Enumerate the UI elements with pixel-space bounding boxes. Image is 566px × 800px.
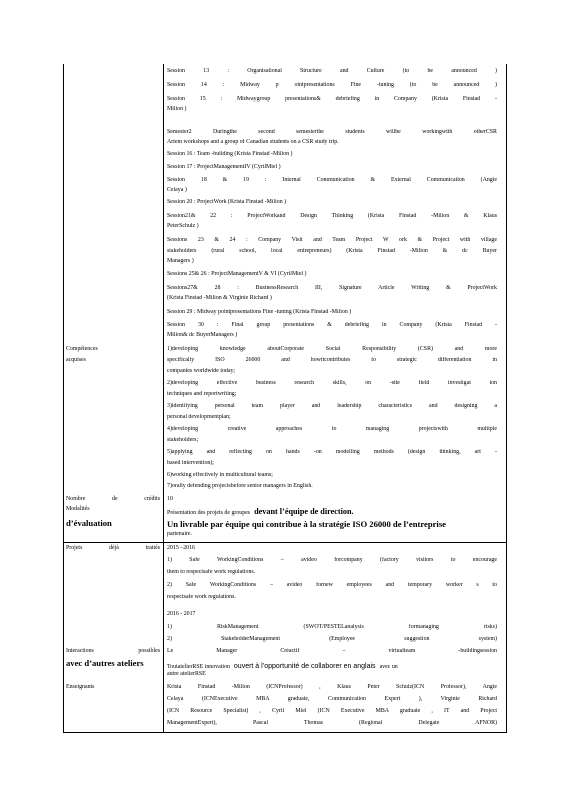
session-line: stakeholders (rural school, local entrepreneurs) (Krista Finstad -Milion & dc Buyer — [167, 248, 497, 254]
session-line: Sessions 25& 26 : ProjectManagementV & VI (CyrilMiel ) — [167, 271, 307, 277]
session-line: Milion ) — [167, 106, 187, 112]
session-line: Session 16 : Team -building (Krista Finstad -Milion ) — [167, 151, 293, 157]
session-line: Semester2 Duringthe second semesterthe students willbe workingwith otherCSR — [167, 129, 497, 135]
competences-label: Compétences — [66, 346, 98, 352]
enseignants-label: Enseignants — [66, 684, 95, 690]
session-line: Session 17 : ProjectManagementIV (CyrilMiel ) — [167, 164, 281, 170]
row-divider — [63, 542, 506, 543]
session-line: Session 20 : ProjectWork (Krista Finstad -Milion ) — [167, 199, 287, 205]
competence-line: techniques and reportwriting; — [167, 391, 237, 397]
competence-line: 4)developing creative approaches to managing projectswith multiple — [167, 426, 497, 432]
session-line: (Krista Finstad -Milion & Virginie Richard ) — [167, 295, 272, 301]
competence-line: personal developmentplan; — [167, 414, 231, 420]
interaction-text: ToutatelierRSE innovation — [167, 664, 230, 670]
credits-value: 10 — [167, 496, 173, 502]
projet-line: 2015 –2016 — [167, 545, 195, 551]
credits-label: Nombre de crédits — [66, 496, 160, 502]
column-divider — [163, 64, 164, 732]
competence-line: 3)identifying personal team player and leadership characteristics and designing a — [167, 403, 497, 409]
session-line: PeterSchulz ) — [167, 223, 199, 229]
competence-line: 5)applying and reflecting on hands -on modelling methods (design thinking, art - — [167, 449, 497, 455]
session-line: Session 18 & 19 : Internal Communication & External Communication (Angie — [167, 177, 497, 183]
evaluation-label: d’évaluation — [66, 518, 112, 528]
evaluation-text: Un livrable par équipe qui contribue à la stratégie ISO 26000 de l’entreprise — [167, 519, 446, 529]
session-line: Session 15 : Midwaygroup presentations& debriefing in Company (Krista Finstad - — [167, 96, 497, 102]
enseignant-line: (ICN Resource Specialist) , Cyril Miel (ICN Executive MBA graduate , IT and Project — [167, 708, 497, 714]
competence-line: 6)working effectively in multicultural teams; — [167, 472, 273, 478]
projet-line: them to respectsafe work regulations. — [167, 569, 256, 575]
session-line: Milion& dc BuyerManagers ) — [167, 332, 238, 338]
competences-label: acquises — [66, 357, 86, 363]
interaction-text: avec un — [379, 664, 398, 670]
session-line: Session 29 : Midway pointpresentations Fine -tuning (Krista Finstad -Milion ) — [167, 309, 352, 315]
projet-line: 2016 - 2017 — [167, 611, 196, 617]
interaction-text: ouvert à l’opportunité de collaborer en anglais — [233, 663, 376, 670]
competence-line: specifically ISO 26000 and howitcontributes to strategic differentiation in — [167, 357, 497, 363]
competence-line: based intervention); — [167, 460, 214, 466]
interactions-label: avec d’autres ateliers — [66, 658, 144, 668]
evaluation-line: partenaire. — [167, 531, 193, 537]
projet-line: respectsafe work regulations. — [167, 594, 236, 600]
competence-line: 1)developing knowledge aboutCorporate Social Responsibility (CSR) and more — [167, 346, 497, 352]
session-line: Session 30 : Final group presentations & debriefing in Company (Krista Finstad - — [167, 322, 497, 328]
evaluation-text: devant l’équipe de direction. — [254, 507, 354, 516]
projet-line: 1) RiskManagement (SWOT/PESTELanalysis formanaging risks) — [167, 624, 497, 630]
interaction-line: Le Manager Créactif – virtualteam -buildingsession — [167, 648, 497, 654]
enseignant-line: ManagementExpert), Pascal Thomas (Regional Delegate AFNOR) — [167, 720, 497, 726]
session-line: Session 14 : Midway p ointpresentations Fine -tuning (to be announced ) — [167, 82, 497, 88]
session-line: Artem workshops and a group of Canadian students on a CSR study trip. — [167, 139, 339, 145]
competence-line: stakeholders; — [167, 437, 199, 443]
competence-line: companies worldwide today; — [167, 368, 236, 374]
session-line: Sessions 23 & 24 : Company Visit and Team Project W ork & Project with village — [167, 237, 497, 243]
session-line: Session 13 : Organisational Structure and Culture (to be announced ) — [167, 68, 497, 74]
session-line: Celaya ) — [167, 187, 187, 193]
projet-line: 2) StakeholderManagement (Employee suggestion system) — [167, 636, 497, 642]
evaluation-text: Présentation des projets de groupes — [167, 510, 251, 516]
session-line: Session21& 22 : ProjectWorkand Design Thinking (Krista Finstad -Milion & Klaus — [167, 213, 497, 219]
projet-line: 1) Safe WorkingConditions – avideo forcompany (factory visitors to encourage — [167, 557, 497, 563]
session-line: Managers ) — [167, 258, 194, 264]
enseignant-line: Krista Finstad -Milion (ICNProfessor) , Klaus Peter Schulz(ICN Professor), Angie — [167, 684, 497, 690]
projet-line: 2) Safe WorkingConditions – avideo fornew employees and temporary worker s to — [167, 582, 497, 588]
interaction-line: autre atelierRSE — [167, 671, 206, 677]
enseignant-line: Celaya (ICNExecutive MBA graduate, Communication Expert ), Virginie Richard — [167, 696, 497, 702]
interactions-label: Interactions possibles — [66, 648, 160, 654]
evaluation-label: Modalités — [66, 506, 90, 512]
evaluation-line — [167, 518, 497, 529]
session-line: Sessions27& 28 : BusinessResearch III, Signature Article Writing & ProjectWork — [167, 285, 497, 291]
competence-line: 2)developing effective business research skills, on -site field investigat ion — [167, 380, 497, 386]
competence-line: 7)orally defending projectsbefore senior managers in English. — [167, 483, 313, 489]
evaluation-line — [167, 505, 497, 518]
projets-label: Projets déjà traités — [66, 545, 160, 551]
